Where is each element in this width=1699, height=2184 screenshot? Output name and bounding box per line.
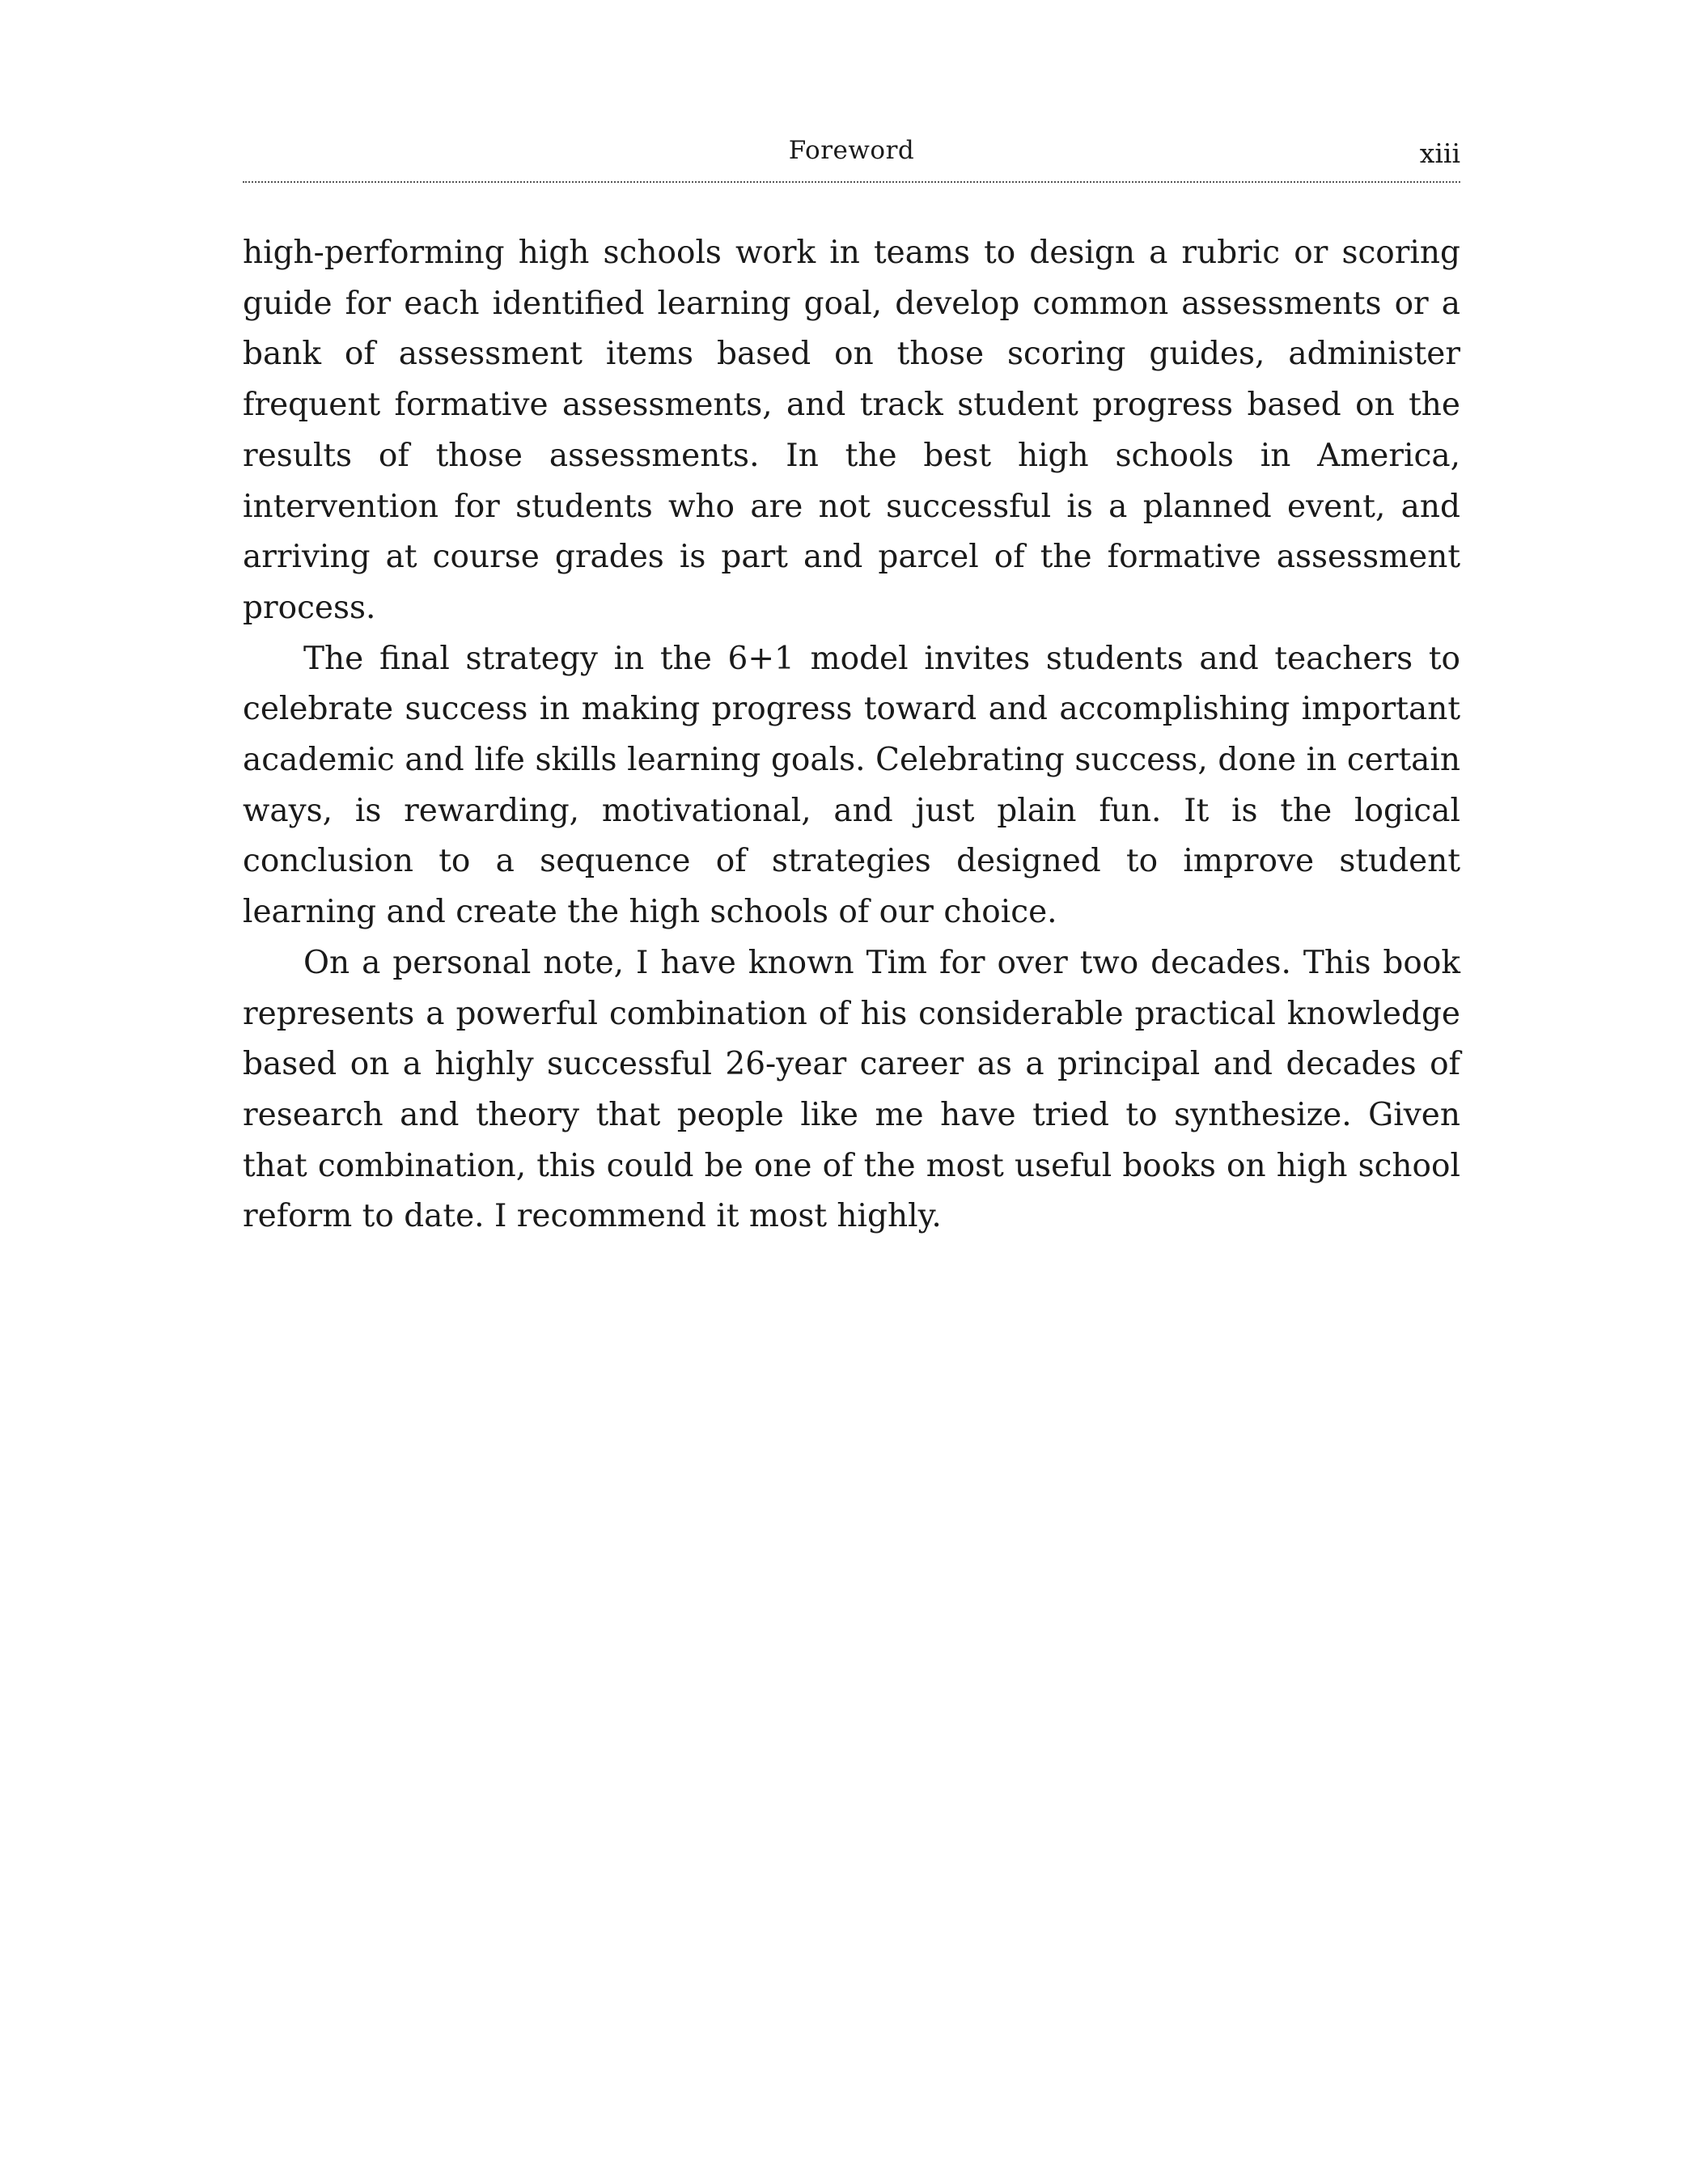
page-number: xiii — [1419, 138, 1460, 169]
paragraph-personal-note: On a personal note, I have known Tim for over two decades. This book represents a powerful combination of his considerable practical knowledge based on a highly successful 26-year career as a principal and decades of research and theory that people like me have tried to synthesize. Given that combination, this could be one of the most useful books on high school reform to date. I recommend it most highly. — [243, 944, 1460, 1235]
running-head — [243, 129, 1460, 183]
running-title: Foreword — [788, 136, 915, 165]
paragraph-final-strategy: The final strategy in the 6+1 model invites students and teachers to celebrate success in making progress toward and accomplishing important academic and life skills learning goals. Celebrating success, done in certain ways, is rewarding, motivational, and just plain fun. It is the logical conclusion to a sequence of strategies designed to improve student learning and create the high schools of our choice. — [243, 640, 1460, 931]
paragraph-continued: high-performing high schools work in teams to design a rubric or scoring guide for each identified learning goal, develop common assessments or a bank of assessment items based on those scoring guides, administer frequent formative assessments, and track student progress based on the results of those assessments. In the best high schools in America, intervention for students who are not successful is a planned event, and arriving at course grades is part and parcel of the formative assessment process. — [243, 235, 1460, 626]
body-text — [243, 228, 1460, 1242]
